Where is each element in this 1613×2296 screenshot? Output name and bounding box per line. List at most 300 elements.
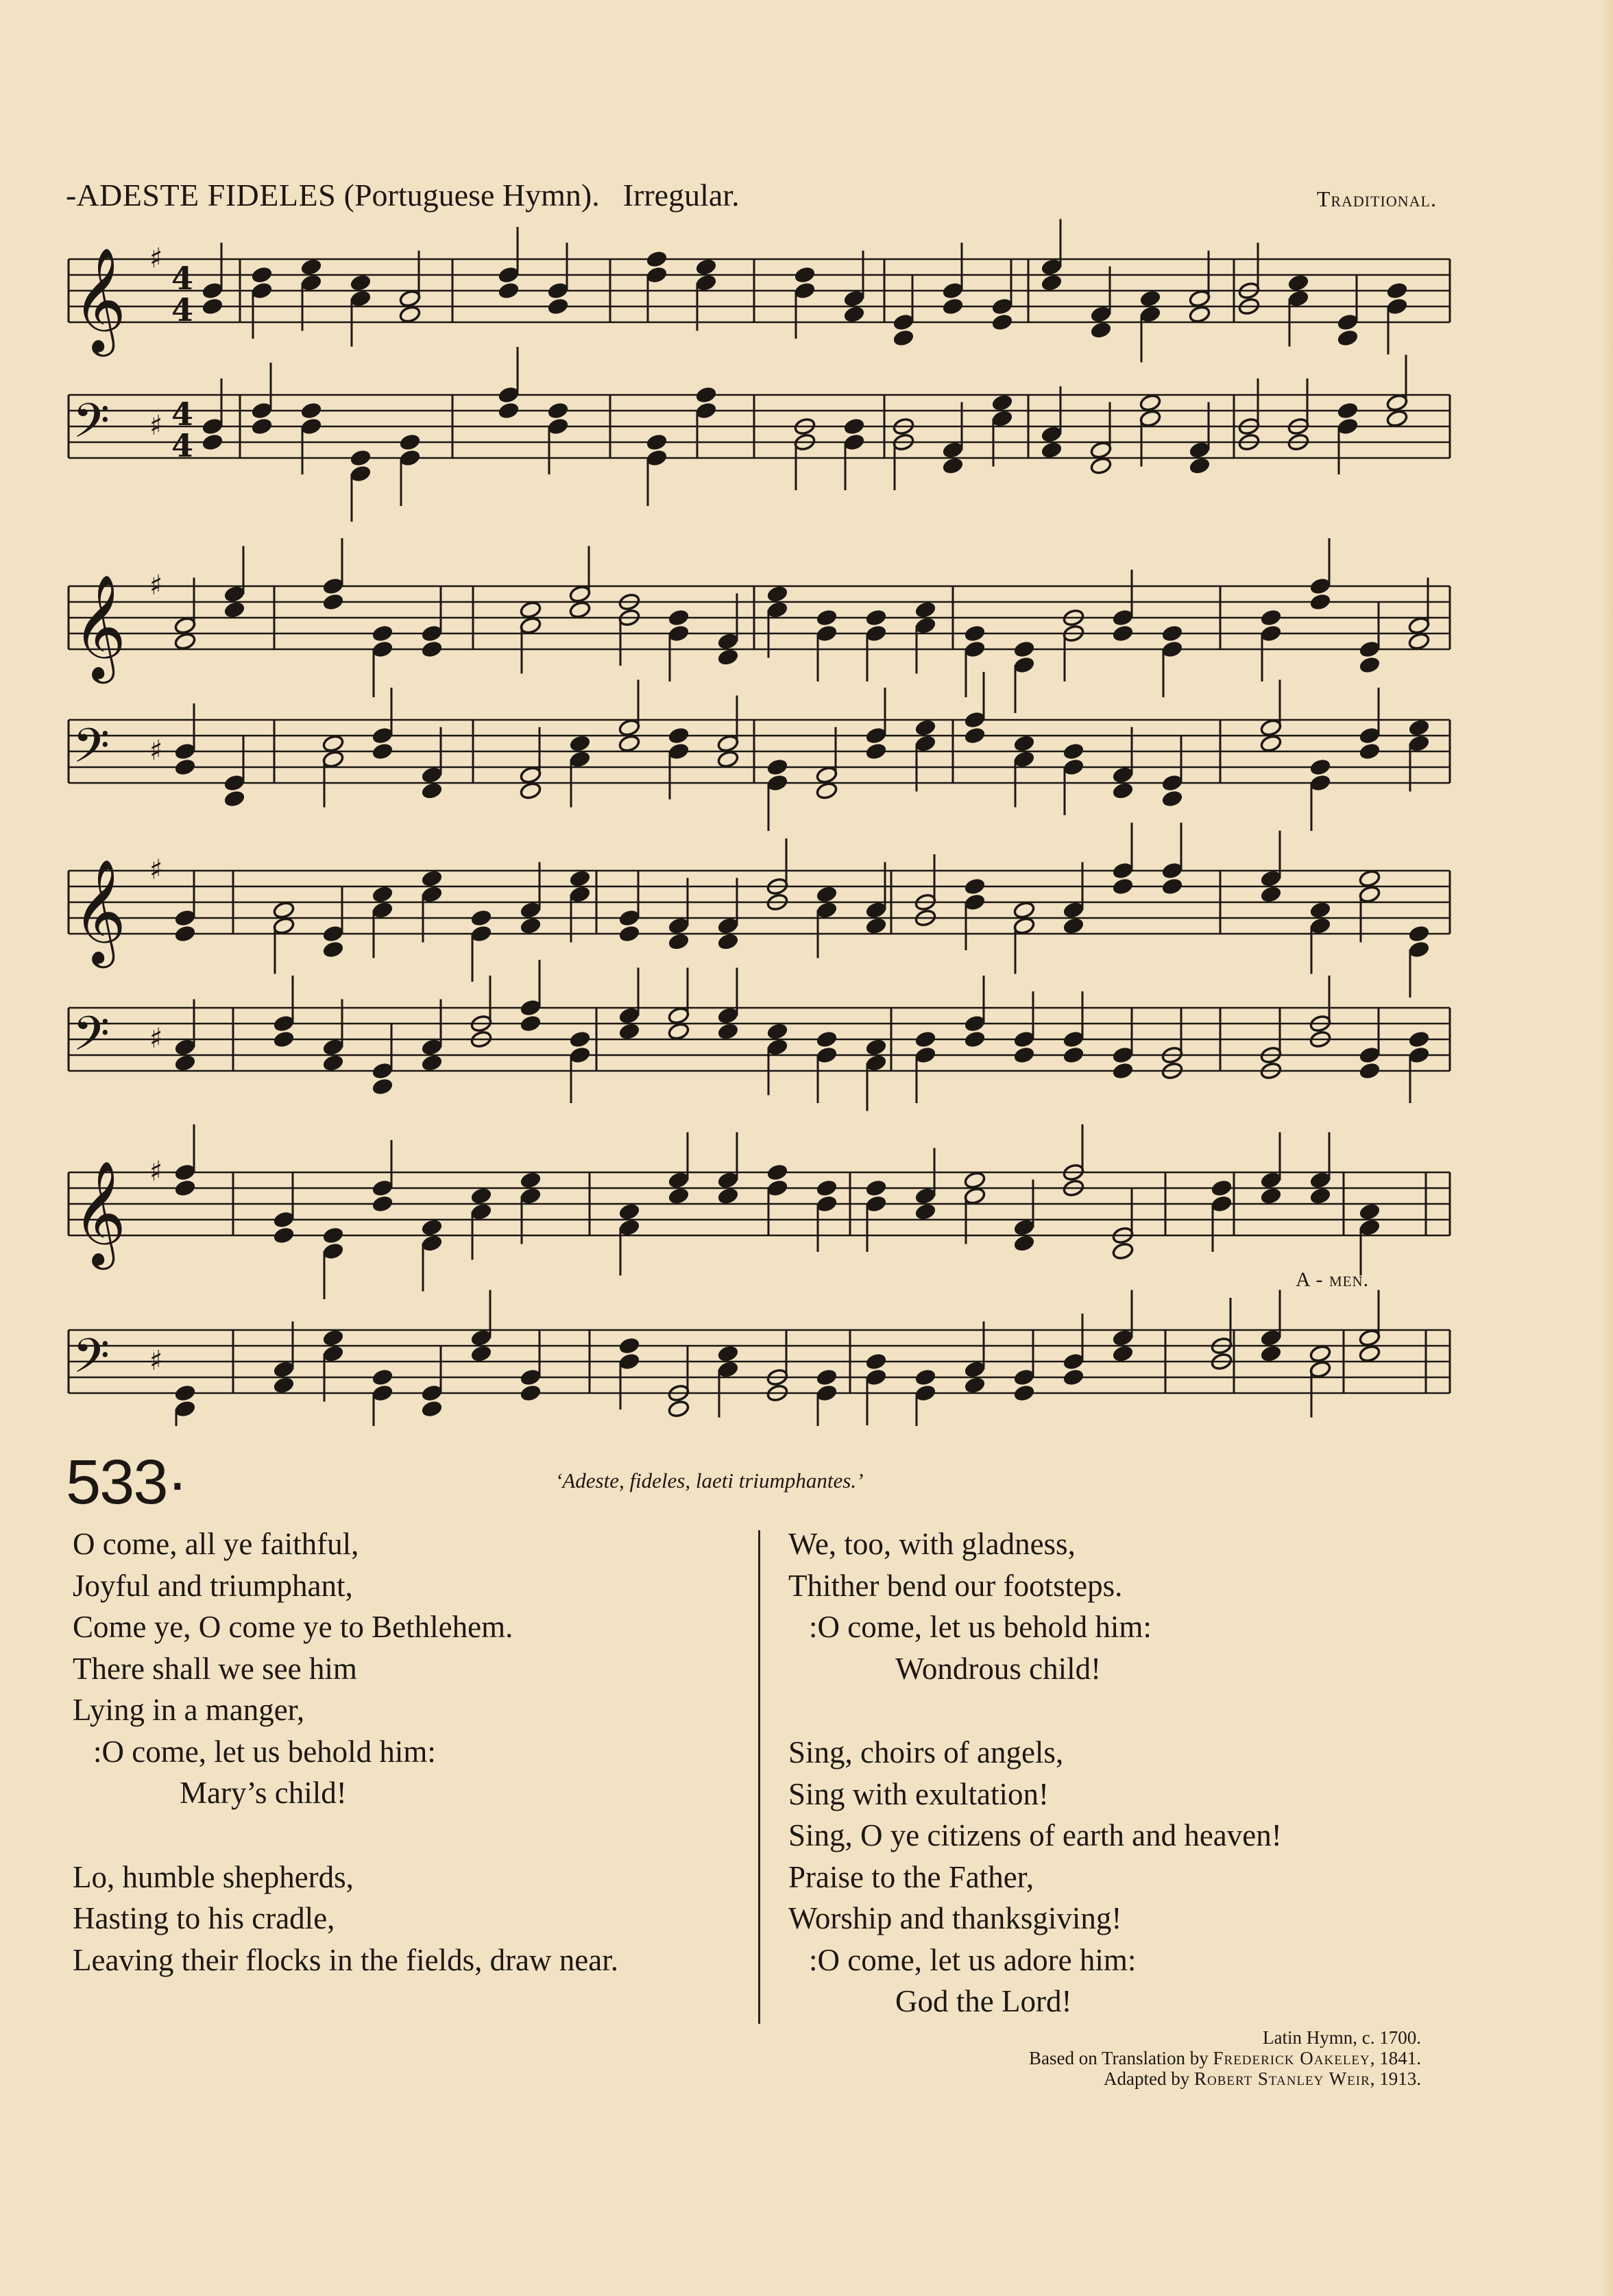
note-head-icon	[421, 624, 444, 642]
note-head-icon	[372, 885, 394, 904]
note-head-icon	[1112, 782, 1135, 800]
note-head-icon	[520, 1368, 542, 1386]
stanza-gap	[788, 1689, 1474, 1732]
note-head-icon	[942, 281, 965, 300]
note-head-icon	[991, 313, 1014, 331]
note-head-icon	[865, 1038, 888, 1056]
note-head-icon	[399, 305, 422, 324]
note-head-icon	[843, 417, 866, 435]
note-head-icon	[569, 585, 592, 603]
note-head-icon	[766, 1022, 789, 1041]
note-head-icon	[273, 917, 295, 935]
note-head-icon	[717, 1022, 740, 1041]
note-head-icon	[1090, 441, 1113, 459]
treble-clef-icon: 𝄞	[73, 1160, 127, 1266]
key-signature-sharp-icon: ♯	[149, 735, 163, 766]
note-head-icon	[251, 401, 274, 420]
note-head-icon	[618, 1022, 641, 1041]
note-head-icon	[520, 1014, 542, 1032]
note-head-icon	[668, 1171, 690, 1189]
time-signature-icon: 4	[171, 260, 194, 297]
note-head-icon	[1408, 734, 1431, 753]
note-head-icon	[1063, 901, 1085, 919]
note-head-icon	[1408, 940, 1431, 958]
credit-line: Adapted by Robert Stanley Weir, 1913.	[1104, 2068, 1421, 2089]
note-head-icon	[1013, 1030, 1036, 1048]
note-head-icon	[843, 433, 866, 451]
note-head-icon	[399, 289, 422, 308]
note-head-icon	[322, 1242, 345, 1260]
note-head-icon	[695, 274, 718, 292]
note-head-icon	[1260, 885, 1283, 904]
note-head-icon	[251, 281, 274, 300]
meter-label: Irregular.	[622, 178, 740, 213]
note-head-icon	[1408, 616, 1431, 635]
note-head-icon	[1287, 274, 1310, 292]
note-head-icon	[964, 1376, 986, 1394]
note-head-icon	[914, 1046, 937, 1064]
note-head-icon	[668, 1006, 690, 1025]
note-head-icon	[251, 417, 274, 435]
note-head-icon	[668, 932, 690, 951]
note-head-icon	[350, 274, 372, 292]
note-head-icon	[1063, 758, 1085, 776]
note-head-icon	[1260, 869, 1283, 888]
note-head-icon	[520, 766, 542, 784]
verse-refrain-end: God the Lord!	[895, 1984, 1072, 2018]
key-signature-sharp-icon: ♯	[149, 1023, 163, 1054]
treble-clef-icon: 𝄞	[73, 858, 127, 964]
note-head-icon	[618, 1336, 641, 1355]
note-head-icon	[1013, 1234, 1036, 1253]
note-head-icon	[273, 1226, 295, 1244]
note-head-icon	[816, 624, 838, 642]
note-head-icon	[1189, 441, 1211, 459]
note-head-icon	[300, 258, 323, 276]
note-head-icon	[1013, 1383, 1036, 1402]
note-head-icon	[1359, 742, 1381, 760]
bass-clef-icon: 𝄢	[73, 393, 110, 460]
note-head-icon	[520, 601, 542, 619]
note-head-icon	[174, 1383, 197, 1402]
note-head-icon	[1161, 861, 1184, 880]
note-head-icon	[322, 1329, 345, 1347]
time-signature-icon: 4	[171, 291, 194, 328]
note-head-icon	[569, 885, 592, 904]
note-head-icon	[202, 281, 224, 300]
note-head-icon	[914, 734, 937, 753]
note-head-icon	[223, 601, 246, 619]
verse-column-left	[73, 1523, 744, 1981]
note-head-icon	[914, 1383, 937, 1402]
key-signature-sharp-icon: ♯	[149, 410, 163, 442]
note-head-icon	[964, 893, 986, 911]
note-head-icon	[668, 1399, 690, 1418]
note-head-icon	[174, 742, 197, 760]
treble-clef-icon: 𝄞	[73, 247, 127, 352]
note-head-icon	[1337, 417, 1359, 435]
note-head-icon	[421, 1399, 444, 1418]
note-head-icon	[865, 1054, 888, 1072]
note-head-icon	[547, 417, 570, 435]
time-signature-icon: 4	[171, 427, 194, 464]
note-head-icon	[766, 1038, 789, 1056]
verse-line: Lo, humble shepherds,	[73, 1859, 354, 1894]
note-head-icon	[991, 409, 1014, 428]
note-head-icon	[372, 1383, 394, 1402]
translator-name: Frederick Oakeley	[1213, 2048, 1370, 2068]
note-head-icon	[421, 869, 444, 888]
note-head-icon	[223, 585, 246, 603]
note-head-icon	[1041, 258, 1063, 276]
note-head-icon	[618, 924, 641, 943]
note-head-icon	[914, 1368, 937, 1386]
note-head-icon	[547, 401, 570, 420]
note-head-icon	[372, 1061, 394, 1080]
note-head-icon	[1112, 861, 1135, 880]
note-head-icon	[421, 1234, 444, 1253]
amen-lyric: A - men.	[1296, 1268, 1370, 1291]
note-head-icon	[964, 1187, 986, 1205]
verse-line: Leaving their flocks in the fields, draw near.	[73, 1942, 618, 1977]
note-head-icon	[1013, 1046, 1036, 1064]
note-head-icon	[865, 1352, 888, 1370]
note-head-icon	[618, 1218, 641, 1237]
verse-line: Hasting to his cradle,	[73, 1901, 335, 1935]
note-head-icon	[300, 401, 323, 420]
note-head-icon	[865, 742, 888, 760]
note-head-icon	[816, 1030, 838, 1048]
note-head-icon	[914, 616, 937, 635]
note-head-icon	[1309, 773, 1332, 792]
note-head-icon	[300, 274, 323, 292]
bass-clef-icon: 𝄢	[73, 1006, 110, 1073]
note-head-icon	[964, 1360, 986, 1379]
note-head-icon	[1189, 289, 1211, 308]
note-head-icon	[1309, 917, 1332, 935]
note-head-icon	[618, 1352, 641, 1370]
note-head-icon	[964, 726, 986, 745]
note-head-icon	[1260, 1171, 1283, 1189]
note-head-icon	[273, 1210, 295, 1229]
note-head-icon	[350, 464, 372, 483]
note-head-icon	[350, 448, 372, 467]
note-head-icon	[1139, 289, 1162, 308]
note-head-icon	[251, 265, 274, 284]
verse-line: There shall we see him	[73, 1651, 357, 1686]
note-head-icon	[893, 313, 915, 331]
note-head-icon	[174, 632, 197, 651]
note-head-icon	[273, 1014, 295, 1032]
note-head-icon	[964, 877, 986, 895]
verse-line: Come ye, O come ye to Bethlehem.	[73, 1610, 513, 1644]
note-head-icon	[646, 265, 668, 284]
note-head-icon	[1139, 305, 1162, 324]
note-head-icon	[421, 640, 444, 658]
note-head-icon	[322, 1226, 345, 1244]
note-head-icon	[1112, 624, 1135, 642]
note-head-icon	[421, 1038, 444, 1056]
verse-column-right	[788, 1523, 1474, 2022]
note-head-icon	[322, 1344, 345, 1363]
note-head-icon	[914, 601, 937, 619]
note-head-icon	[1139, 409, 1162, 428]
note-head-icon	[766, 585, 789, 603]
hymn-number: 533·	[66, 1447, 187, 1517]
note-head-icon	[1408, 1046, 1431, 1064]
note-head-icon	[1408, 718, 1431, 737]
note-head-icon	[547, 281, 570, 300]
note-head-icon	[717, 917, 740, 935]
note-head-icon	[1260, 608, 1283, 627]
note-head-icon	[991, 297, 1014, 315]
note-head-icon	[421, 885, 444, 904]
note-head-icon	[1386, 394, 1409, 412]
key-signature-sharp-icon: ♯	[149, 1345, 163, 1377]
note-head-icon	[1408, 632, 1431, 651]
note-head-icon	[569, 869, 592, 888]
note-head-icon	[766, 1163, 789, 1181]
note-head-icon	[1260, 1329, 1283, 1347]
note-head-icon	[964, 1171, 986, 1189]
note-head-icon	[1309, 577, 1332, 595]
note-head-icon	[372, 726, 394, 745]
note-head-icon	[1041, 425, 1063, 444]
note-head-icon	[1309, 1360, 1332, 1379]
note-head-icon	[843, 305, 866, 324]
note-head-icon	[668, 1187, 690, 1205]
note-head-icon	[1112, 1046, 1135, 1064]
note-head-icon	[1013, 901, 1036, 919]
note-head-icon	[1359, 1344, 1381, 1363]
note-head-icon	[372, 1077, 394, 1096]
verse-refrain: :O come, let us behold him:	[93, 1734, 436, 1769]
note-head-icon	[914, 1030, 937, 1048]
note-head-icon	[717, 1344, 740, 1363]
note-head-icon	[816, 782, 838, 800]
note-head-icon	[569, 601, 592, 619]
note-head-icon	[717, 750, 740, 769]
note-head-icon	[520, 1171, 542, 1189]
verse-line: We, too, with gladness,	[788, 1527, 1076, 1561]
note-head-icon	[1359, 726, 1381, 745]
note-head-icon	[569, 734, 592, 753]
note-head-icon	[174, 1163, 197, 1181]
note-head-icon	[816, 1179, 838, 1197]
note-head-icon	[618, 718, 641, 737]
note-head-icon	[421, 1218, 444, 1237]
note-head-icon	[547, 297, 570, 315]
note-head-icon	[816, 1383, 838, 1402]
note-head-icon	[372, 640, 394, 658]
note-head-icon	[1063, 742, 1085, 760]
latin-incipit: ‘Adeste, fideles, laeti triumphantes.’	[555, 1469, 864, 1493]
note-head-icon	[1309, 592, 1332, 611]
note-head-icon	[1090, 305, 1113, 324]
hymn-text	[73, 1523, 1444, 2044]
note-head-icon	[865, 901, 888, 919]
note-head-icon	[421, 782, 444, 800]
note-head-icon	[816, 1368, 838, 1386]
note-head-icon	[1309, 1344, 1332, 1363]
note-head-icon	[717, 1006, 740, 1025]
note-head-icon	[865, 624, 888, 642]
verse-refrain: :O come, let us adore him:	[809, 1942, 1137, 1977]
note-head-icon	[668, 608, 690, 627]
note-head-icon	[646, 250, 668, 268]
note-head-icon	[717, 932, 740, 951]
verse-refrain: :O come, let us behold him:	[809, 1610, 1152, 1644]
note-head-icon	[1090, 321, 1113, 339]
tune-source: Traditional.	[1316, 186, 1437, 211]
note-head-icon	[766, 773, 789, 792]
note-head-icon	[865, 1179, 888, 1197]
note-head-icon	[1287, 289, 1310, 308]
bass-clef-icon: 𝄢	[73, 718, 110, 785]
note-head-icon	[174, 908, 197, 927]
note-head-icon	[865, 1194, 888, 1213]
note-head-icon	[1359, 655, 1381, 674]
note-head-icon	[322, 592, 345, 611]
note-head-icon	[942, 441, 965, 459]
note-head-icon	[273, 1360, 295, 1379]
note-head-icon	[717, 1171, 740, 1189]
bass-clef-icon: 𝄢	[73, 1328, 110, 1395]
stanza-gap	[73, 1814, 744, 1857]
note-head-icon	[1013, 1218, 1036, 1237]
note-head-icon	[1189, 457, 1211, 475]
note-head-icon	[794, 265, 816, 284]
note-head-icon	[1041, 441, 1063, 459]
note-head-icon	[470, 1329, 493, 1347]
key-signature-sharp-icon: ♯	[149, 570, 163, 601]
note-head-icon	[816, 1046, 838, 1064]
note-head-icon	[372, 901, 394, 919]
note-head-icon	[1063, 917, 1085, 935]
note-head-icon	[893, 328, 915, 347]
note-head-icon	[1309, 1171, 1332, 1189]
note-head-icon	[421, 1054, 444, 1072]
verse-refrain-end: Wondrous child!	[895, 1651, 1102, 1686]
verse-line: Lying in a manger,	[73, 1693, 305, 1727]
adapter-name: Robert Stanley Weir	[1194, 2068, 1370, 2089]
note-head-icon	[399, 433, 422, 451]
note-head-icon	[1359, 885, 1381, 904]
note-head-icon	[569, 1046, 592, 1064]
key-signature-sharp-icon: ♯	[149, 243, 163, 274]
note-head-icon	[1013, 750, 1036, 769]
verse-refrain-end: Mary’s child!	[180, 1776, 347, 1810]
note-head-icon	[174, 616, 197, 635]
note-head-icon	[618, 734, 641, 753]
verse-line: Joyful and triumphant,	[73, 1568, 353, 1603]
note-head-icon	[498, 385, 520, 404]
note-head-icon	[1161, 877, 1184, 895]
note-head-icon	[1161, 640, 1184, 658]
note-head-icon	[1359, 1203, 1381, 1221]
note-head-icon	[1063, 1368, 1085, 1386]
note-head-icon	[1041, 274, 1063, 292]
note-head-icon	[1260, 1187, 1283, 1205]
note-head-icon	[1161, 624, 1184, 642]
note-head-icon	[174, 758, 197, 776]
verse-line: Sing, choirs of angels,	[788, 1735, 1064, 1769]
treble-clef-icon: 𝄞	[73, 574, 127, 679]
verse-line: Sing with exultation!	[788, 1776, 1049, 1811]
note-head-icon	[646, 433, 668, 451]
note-head-icon	[1211, 1179, 1233, 1197]
note-head-icon	[470, 1344, 493, 1363]
note-head-icon	[766, 601, 789, 619]
note-head-icon	[1408, 1030, 1431, 1048]
note-head-icon	[470, 1187, 493, 1205]
note-head-icon	[618, 1006, 641, 1025]
note-head-icon	[273, 1376, 295, 1394]
note-head-icon	[520, 616, 542, 635]
note-head-icon	[174, 1054, 197, 1072]
note-head-icon	[322, 1038, 345, 1056]
note-head-icon	[1359, 869, 1381, 888]
note-head-icon	[668, 742, 690, 760]
note-head-icon	[668, 624, 690, 642]
note-head-icon	[964, 710, 986, 729]
note-head-icon	[964, 624, 986, 642]
note-head-icon	[964, 1030, 986, 1048]
note-head-icon	[1309, 758, 1332, 776]
note-head-icon	[322, 924, 345, 943]
note-head-icon	[174, 1179, 197, 1197]
note-head-icon	[322, 1054, 345, 1072]
note-head-icon	[717, 1187, 740, 1205]
note-head-icon	[717, 632, 740, 651]
note-head-icon	[1090, 457, 1113, 475]
note-head-icon	[569, 750, 592, 769]
credit-line: Latin Hymn, c. 1700.	[1263, 2027, 1421, 2048]
note-head-icon	[273, 901, 295, 919]
note-head-icon	[372, 624, 394, 642]
note-head-icon	[1337, 313, 1359, 331]
note-head-icon	[520, 998, 542, 1017]
verse-line: Thither bend our footsteps.	[788, 1568, 1123, 1603]
note-head-icon	[421, 766, 444, 784]
note-head-icon	[350, 289, 372, 308]
note-head-icon	[865, 1368, 888, 1386]
note-head-icon	[865, 608, 888, 627]
note-head-icon	[520, 1383, 542, 1402]
note-head-icon	[1013, 640, 1036, 658]
note-head-icon	[202, 297, 224, 315]
note-head-icon	[1161, 789, 1184, 808]
note-head-icon	[223, 789, 246, 808]
hymn-credits	[1029, 2027, 1421, 2089]
note-head-icon	[668, 1022, 690, 1041]
note-head-icon	[914, 1203, 937, 1221]
note-head-icon	[1408, 924, 1431, 943]
note-head-icon	[1260, 1344, 1283, 1363]
note-head-icon	[1337, 401, 1359, 420]
note-head-icon	[223, 773, 246, 792]
note-head-icon	[1112, 1329, 1135, 1347]
verse-line: Sing, O ye citizens of earth and heaven!	[788, 1818, 1282, 1852]
note-head-icon	[322, 940, 345, 958]
note-head-icon	[520, 782, 542, 800]
note-head-icon	[717, 734, 740, 753]
note-head-icon	[1359, 640, 1381, 658]
note-head-icon	[1386, 297, 1409, 315]
note-head-icon	[372, 742, 394, 760]
key-signature-sharp-icon: ♯	[149, 1156, 163, 1187]
time-signature-icon: 4	[171, 396, 194, 433]
